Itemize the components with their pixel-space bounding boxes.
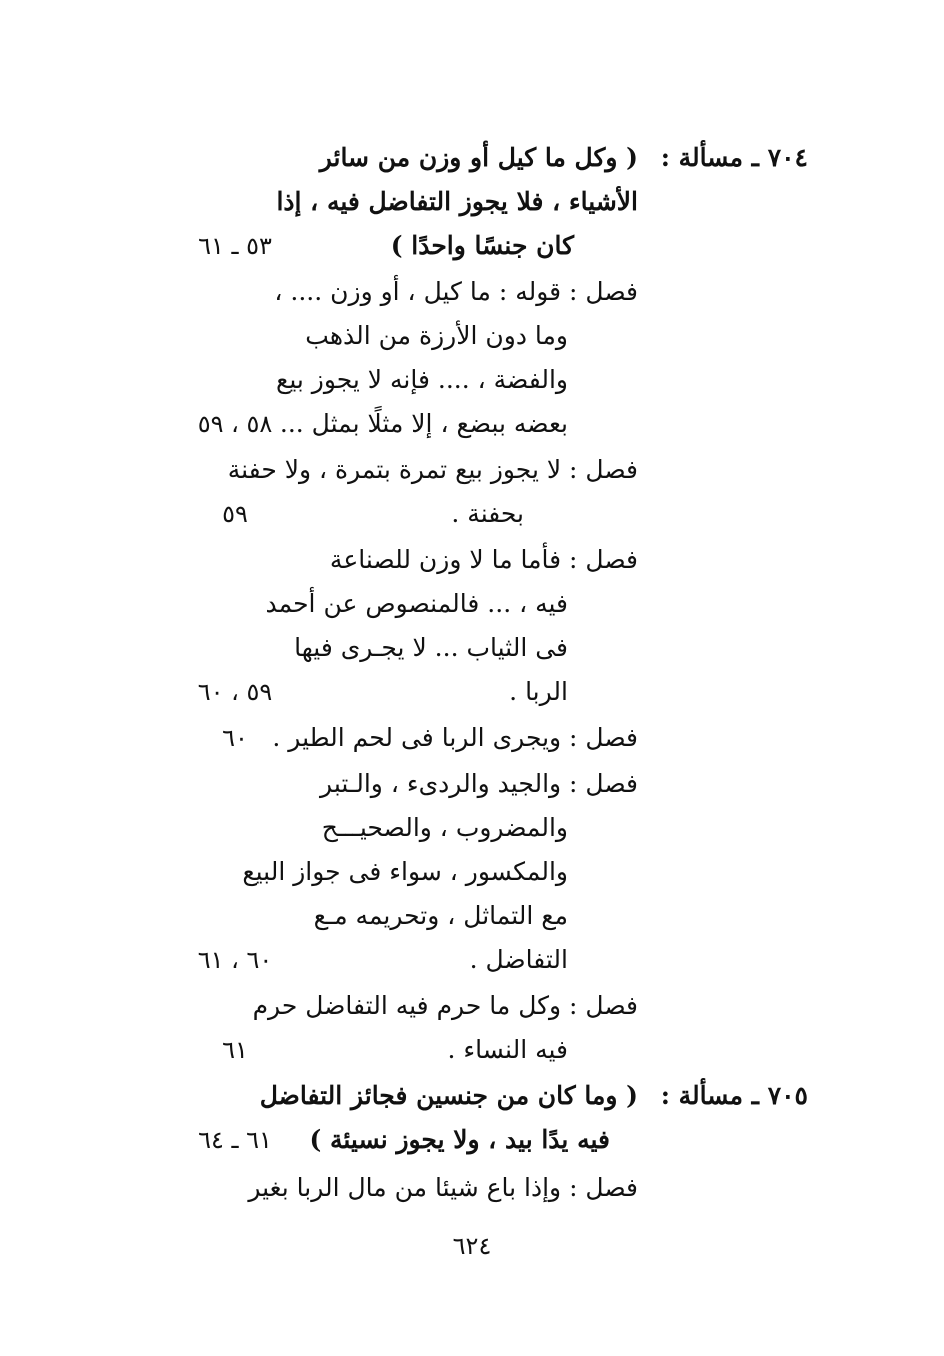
entry-705-title-line-2: فيه يدًا بيد ، ولا يجوز نسيئة ) [309, 1125, 610, 1154]
fasl-1-line-1: فصل : قوله : ما كيل ، أو وزن .... ، [274, 277, 638, 306]
fasl-1-line-4: بعضه ببضع ، إلا مثلًا بمثل ... [279, 409, 568, 438]
fasl-3-page-ref: ٥٩ ، ٦٠ [197, 678, 273, 706]
fasl-5-line-3: والمكسور ، سواء فى جواز البيع [242, 857, 568, 886]
fasl-5-line-5: التفاضل . [469, 945, 568, 974]
fasl-6-line-1: فصل : وكل ما حرم فيه التفاضل حرم [252, 991, 638, 1020]
entry-705-page-ref: ٦١ ـ ٦٤ [198, 1126, 272, 1154]
page-number: ٦٢٤ [452, 1232, 492, 1260]
fasl-2-line-1: فصل : لا يجوز بيع تمرة بتمرة ، ولا حفنة [227, 455, 638, 484]
fasl-6-line-2: فيه النساء . [447, 1035, 568, 1064]
fasl-2-line-2: بحفنة . [451, 499, 524, 528]
entry-704-label: ٧٠٤ ـ مسألة : [660, 143, 808, 172]
fasl-3-line-2: فيه ، ... فالمنصوص عن أحمد [265, 589, 568, 618]
fasl-5-line-4: مع التماثل ، وتحريمه مـع [313, 901, 568, 930]
fasl-6-page-ref: ٦١ [222, 1036, 248, 1064]
fasl-5-line-2: والمضروب ، والصحيـــح [321, 813, 568, 842]
fasl-4-line-1: فصل : ويجرى الربا فى لحم الطير . [272, 723, 638, 752]
entry-704-page-ref: ٥٣ ـ ٦١ [198, 232, 272, 260]
fasl-5-page-ref: ٦٠ ، ٦١ [197, 946, 273, 974]
fasl-3-line-3: فى الثياب ... لا يجـرى فيها [294, 633, 568, 662]
fasl-3-line-1: فصل : فأما ما لا وزن للصناعة [329, 545, 638, 574]
fasl-5-line-1: فصل : والجيد والردىء ، والـتبر [320, 769, 638, 798]
entry-705-label: ٧٠٥ ـ مسألة : [660, 1081, 808, 1110]
fasl-1-line-2: وما دون الأرزة من الذهب [305, 321, 568, 350]
entry-704-title-line-2: الأشياء ، فلا يجوز التفاضل فيه ، إذا [276, 187, 638, 216]
entry-705-title-line-1: ( وما كان من جنسين فجائز التفاضل [259, 1081, 638, 1110]
fasl-1-line-3: والفضة ، .... فإنه لا يجوز بيع [276, 365, 568, 394]
entry-704-title-line-3: كان جنسًا واحدًا ) [390, 231, 574, 260]
fasl-3-line-4: الربا . [509, 677, 568, 706]
entry-704-title-line-1: ( وكل ما كيل أو وزن من سائر [319, 143, 638, 172]
fasl-2-page-ref: ٥٩ [222, 500, 248, 528]
fasl-7-line-1: فصل : وإذا باع شيئا من مال الربا بغير [248, 1173, 638, 1202]
fasl-1-page-ref: ٥٨ ، ٥٩ [197, 410, 273, 438]
fasl-4-page-ref: ٦٠ [222, 724, 248, 752]
